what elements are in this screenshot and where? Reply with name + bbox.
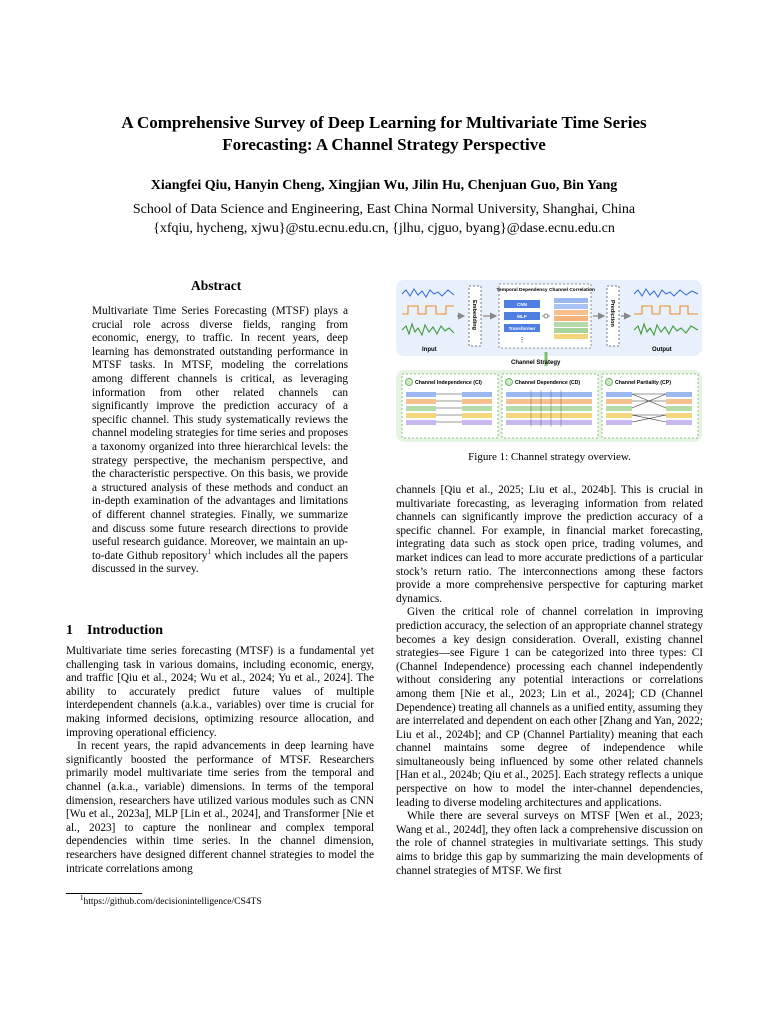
introduction-body: [66, 645, 374, 876]
section-title: Introduction: [87, 623, 163, 638]
temporal-dependency-label: Temporal Dependency: [496, 288, 548, 293]
footnote: [80, 893, 262, 907]
affiliation-block: [60, 200, 708, 238]
channel-strategy-label: Channel Strategy: [511, 360, 561, 366]
output-label: Output: [652, 347, 672, 353]
cd-label: Channel Dependence (CD): [515, 380, 581, 386]
paper-title: [60, 112, 708, 156]
abstract-body: [92, 305, 348, 577]
section-number: 1: [66, 623, 73, 638]
author-emails: {xfqiu, hycheng, xjwu}@stu.ecnu.edu.cn, {jlhu, cjguo, byang}@dase.ecnu.edu.cn: [153, 221, 615, 236]
cnn-label: CNN: [517, 302, 527, 307]
ci-panel: [402, 374, 498, 438]
title-line-2: Forecasting: A Channel Strategy Perspective: [222, 135, 546, 154]
backbone-node: [544, 314, 548, 318]
author-list: Xiangfei Qiu, Hanyin Cheng, Xingjian Wu, Jilin Hu, Chenjuan Guo, Bin Yang: [150, 178, 618, 193]
cp-panel: [602, 374, 698, 438]
right-paragraph-1: channels [Qiu et al., 2025; Liu et al., 2024b]. This is crucial in multivariate forecasting, as leveraging information from related channels can significantly improve the prediction accuracy of a specific channel. For example, in financial market forecasting, integrating data such as stock open price, trading volumes, and market indices can lead to more accurate predictions of a particular stock’s return ratio. The interconnections among these factors provide a more comprehensive perspective for capturing market dynamics.: [396, 484, 703, 605]
cp-label: Channel Partiality (CP): [615, 380, 671, 386]
intro-paragraph-2: In recent years, the rapid advancements in deep learning have significantly boosted the performance of MTSF. Researchers primarily model multivariate time series from the temporal and channel (a.k.a., variable) dimensions. In terms of the temporal dimension, researchers have utilized various modules such as CNN [Wu et al., 2023a], MLP [Lin et al., 2024], and Transformer [Nie et al., 2023] to capture the nonlinear and complex temporal dependencies within time series. In the channel dimension, researchers have designed different channel strategies to model the intricate correlations among: [66, 740, 374, 875]
footnote-rule: [66, 893, 142, 894]
affiliation: School of Data Science and Engineering, East China Normal University, Shanghai, China: [132, 202, 636, 217]
channel-correlation-label: Channel Correlation: [549, 288, 595, 293]
abstract-text-end: which includes all the papers discussed in the survey.: [92, 549, 349, 576]
prediction-label: Prediction: [609, 300, 615, 327]
mlp-label: MLP: [517, 314, 527, 319]
figure-1: [396, 278, 704, 451]
cd-panel: [502, 374, 598, 438]
footnote-mark: 1: [207, 547, 211, 556]
channel-strategy-diagram: [396, 278, 704, 446]
right-paragraph-2: Given the critical role of channel correlation in improving prediction accuracy, the selection of an appropriate channel strategy becomes a key design consideration. Overall, existing channel strategies—see Figure 1 can be categorized into three types: CI (Channel Independence) processing each channel independently without considering any potential interactions or correlations among them [Nie et al., 2023; Lin et al., 2024]; CD (Channel Dependence) treating all channels as a unified entity, assuming they are interrelated and dependent on each other [Zhang and Yan, 2022; Liu et al., 2024b]; and CP (Channel Partiality) meaning that each channel maintains some degree of independence while simultaneously being influenced by some other related channels [Han et al., 2024b; Qiu et al., 2025]. Each strategy reflects a unique perspective on how to model the inter-channel dependencies, leading to diverse modeling architectures and applications.: [396, 606, 703, 809]
ci-label: Channel Independence (CI): [415, 380, 482, 386]
abstract-heading: Abstract: [191, 278, 242, 293]
input-label: Input: [422, 347, 437, 353]
right-column-body: [396, 484, 703, 878]
channel-correlation-grid: [554, 298, 588, 339]
right-paragraph-3: While there are several surveys on MTSF [Wen et al., 2023; Wang et al., 2024d], they often lack a comprehensive discussion on the role of channel strategies in multivariate settings. This study aims to bridge this gap by summarizing the main developments of channel strategies of MTSF. We first: [396, 810, 703, 877]
embedding-label: Embedding: [471, 300, 477, 330]
transformer-label: Transformer: [508, 326, 536, 331]
title-line-1: A Comprehensive Survey of Deep Learning for Multivariate Time Series: [121, 113, 647, 132]
intro-paragraph-1: Multivariate time series forecasting (MTSF) is a fundamental yet challenging task in various domains, including economic, energy, and traffic [Qiu et al., 2024; Wu et al., 2024; Yu et al., 2024]. The ability to accurately predict future values of multiple interdependent channels (a.k.a., variables) over time is crucial for making informed decisions, optimizing resource allocation, and improving operational efficiency.: [66, 645, 374, 739]
abstract-text: Multivariate Time Series Forecasting (MTSF) plays a crucial role across diverse fields, ranging from economic, energy, to traffic. In recent years, deep learning has demonstrated outstanding performance in MTSF tasks. In MTSF, modeling the correlations among different channels is critical, as leveraging information from other related channels can significantly improve the prediction accuracy of a specific channel. This study systematically reviews the channel modeling strategies for time series and proposes a taxonomy organized into three hierarchical levels: the strategy perspective, the mechanism perspective, and the characteristic perspective. On this basis, we provide a structured analysis of these methods and conduct an in-depth examination of the advantages and limitations of different channel strategies. Finally, we summarize and discuss some future research directions to provide useful research guidance. Moreover, we maintain an up-to-date Github repository: [92, 305, 348, 562]
figure-caption: Figure 1: Channel strategy overview.: [468, 451, 631, 463]
footnote-url: https://github.com/decisionintelligence/CS4TS: [83, 897, 262, 907]
module-ellipsis: ⋮: [518, 336, 526, 344]
section-heading: [66, 623, 177, 639]
footnote-number: 1: [80, 893, 84, 902]
